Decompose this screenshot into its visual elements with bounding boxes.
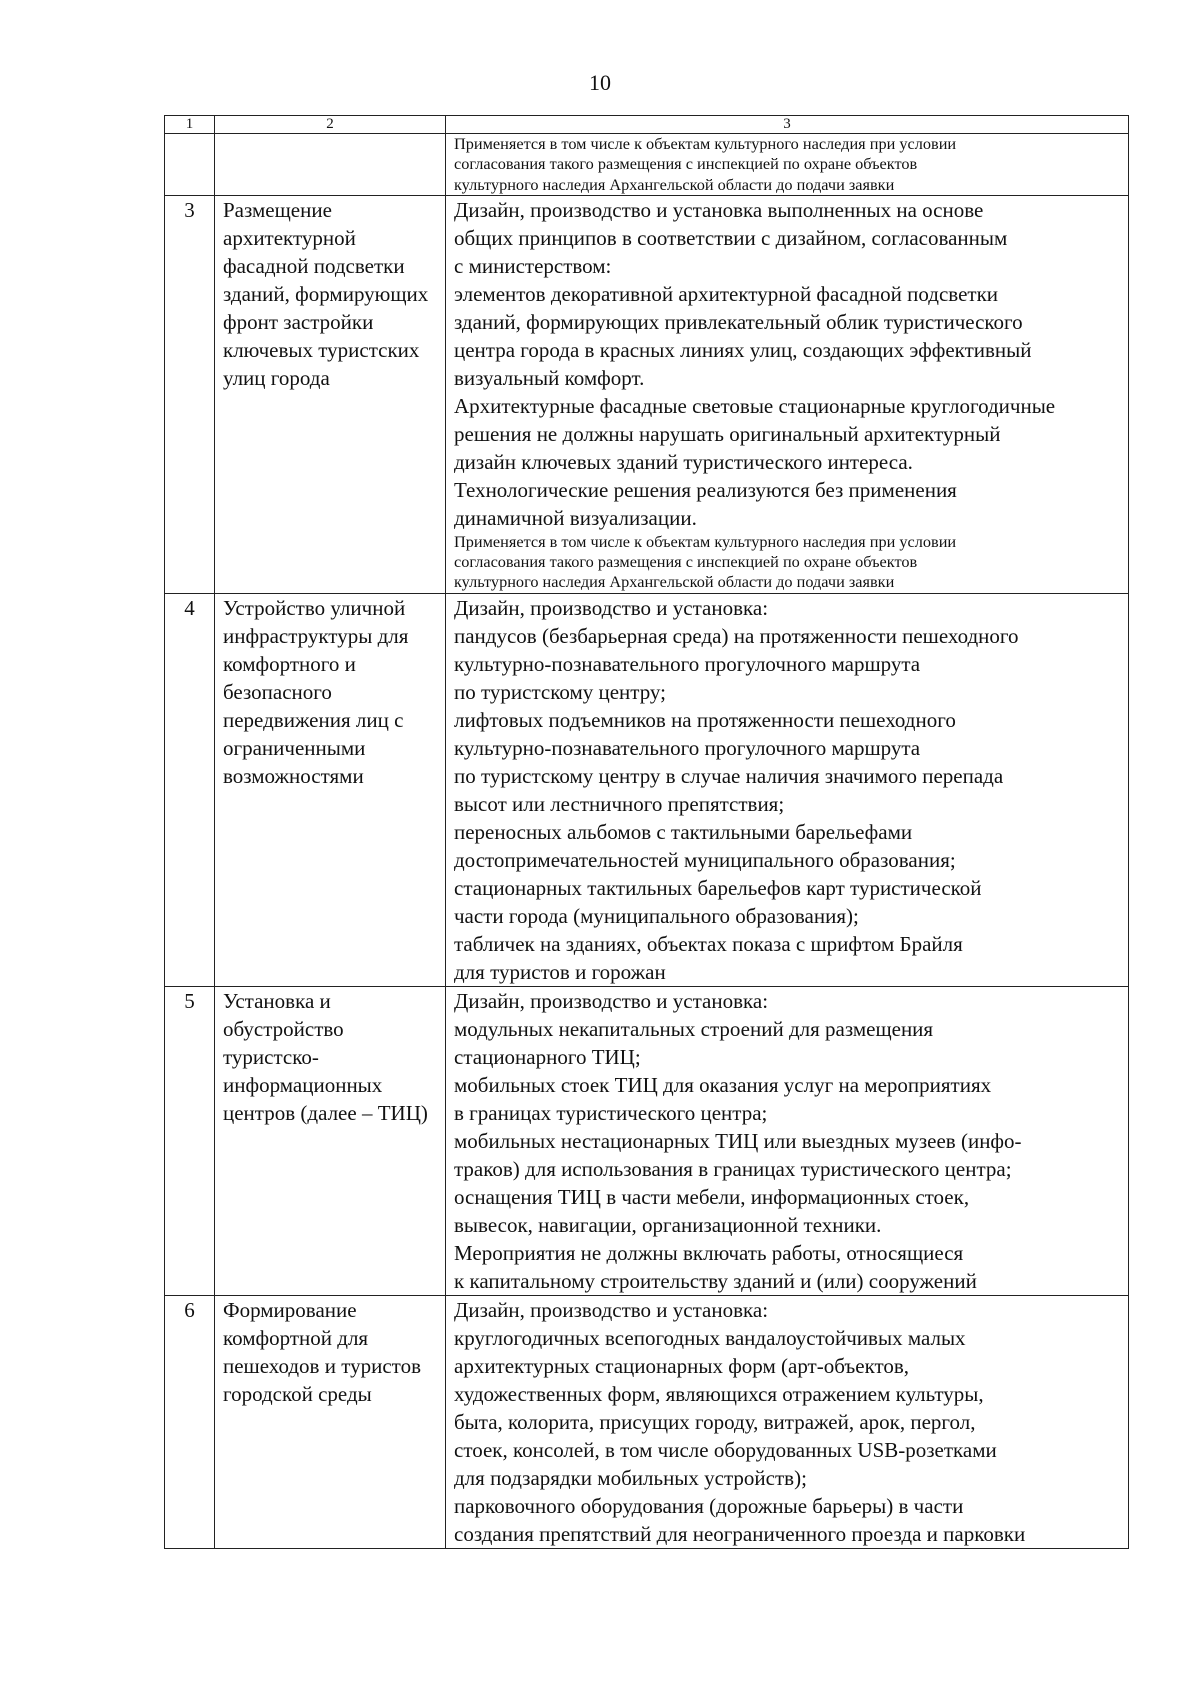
- note-line: согласования такого размещения с инспекцией по охране объектов: [454, 552, 918, 572]
- description-line: визуальный комфорт.: [454, 365, 645, 390]
- description-line: быта, колорита, присущих городу, витражей, арок, пергол,: [454, 1409, 976, 1434]
- measure-name: Устройство уличной инфраструктуры для комфортного и безопасного передвижения лиц с ограниченными возможностями: [215, 593, 446, 986]
- header-cell-2: 2: [215, 116, 446, 134]
- table-row: [165, 134, 1129, 196]
- description-line: переносных альбомов с тактильными барельефами: [454, 819, 913, 844]
- description-line: центра города в красных линиях улиц, создающих эффективный: [454, 337, 1032, 362]
- description-line: Архитектурные фасадные световые стационарные круглогодичные: [454, 393, 1056, 418]
- note-line: Применяется в том числе к объектам культурного наследия при условии: [454, 134, 957, 153]
- description-line: мобильных нестационарных ТИЦ или выездных музеев (инфо-: [454, 1128, 1022, 1153]
- row-number: 3: [165, 195, 215, 593]
- note-line: Применяется в том числе к объектам культурного наследия при условии: [454, 531, 957, 551]
- description-line: создания препятствий для неограниченного проезда и парковки: [454, 1521, 1026, 1546]
- page-number: 10: [589, 70, 611, 95]
- description-line: в границах туристического центра;: [454, 1100, 768, 1125]
- description-line: динамичной визуализации.: [454, 505, 697, 530]
- description-line: культурно-познавательного прогулочного маршрута: [454, 651, 921, 676]
- description-line: художественных форм, являющихся отражением культуры,: [454, 1381, 984, 1406]
- table-row: [165, 1295, 1129, 1548]
- note-line: культурного наследия Архангельской области до подачи заявки: [454, 174, 895, 194]
- measure-description: [446, 986, 1129, 1295]
- description-line: зданий, формирующих привлекательный облик туристического: [454, 309, 1023, 334]
- header-cell-1: 1: [165, 116, 215, 134]
- description-line: Мероприятия не должны включать работы, относящиеся: [454, 1240, 964, 1265]
- table-row: [165, 593, 1129, 986]
- description-line: стоек, консолей, в том числе оборудованных USB-розетками: [454, 1437, 997, 1462]
- header-cell-3: 3: [446, 116, 1129, 134]
- note-line: культурного наследия Архангельской области до подачи заявки: [454, 572, 895, 592]
- table-row: [165, 986, 1129, 1295]
- measure-description: [446, 134, 1129, 196]
- description-line: для подзарядки мобильных устройств);: [454, 1465, 807, 1490]
- table-header-row: [165, 116, 1129, 134]
- description-line: оснащения ТИЦ в части мебели, информационных стоек,: [454, 1184, 970, 1209]
- description-line: по туристскому центру;: [454, 679, 666, 704]
- description-line: с министерством:: [454, 253, 612, 278]
- description-line: высот или лестничного препятствия;: [454, 791, 785, 816]
- description-line: мобильных стоек ТИЦ для оказания услуг на мероприятиях: [454, 1072, 992, 1097]
- note-line: согласования такого размещения с инспекцией по охране объектов: [454, 154, 918, 174]
- description-line: стационарного ТИЦ;: [454, 1044, 641, 1069]
- description-line: пандусов (безбарьерная среда) на протяженности пешеходного: [454, 623, 1019, 648]
- description-line: Дизайн, производство и установка:: [454, 1297, 769, 1322]
- description-line: табличек на зданиях, объектах показа с шрифтом Брайля: [454, 931, 963, 956]
- table-body: [165, 134, 1129, 1549]
- description-line: Дизайн, производство и установка:: [454, 595, 769, 620]
- description-line: общих принципов в соответствии с дизайном, согласованным: [454, 225, 1008, 250]
- description-line: Технологические решения реализуются без применения: [454, 477, 957, 502]
- description-line: траков) для использования в границах туристического центра;: [454, 1156, 1012, 1181]
- description-line: лифтовых подъемников на протяженности пешеходного: [454, 707, 956, 732]
- measure-name: Размещение архитектурной фасадной подсветки зданий, формирующих фронт застройки ключевых туристских улиц города: [215, 195, 446, 593]
- description-line: к капитальному строительству зданий и (или) сооружений: [454, 1268, 977, 1293]
- measure-name: Установка и обустройство туристско-информационных центров (далее – ТИЦ): [215, 986, 446, 1295]
- measure-name: Формирование комфортной для пешеходов и туристов городской среды: [215, 1295, 446, 1548]
- measures-table: [164, 115, 1129, 1549]
- table-row: [165, 195, 1129, 593]
- description-line: дизайн ключевых зданий туристического интереса.: [454, 449, 913, 474]
- description-line: элементов декоративной архитектурной фасадной подсветки: [454, 281, 999, 306]
- description-line: решения не должны нарушать оригинальный архитектурный: [454, 421, 1001, 446]
- description-line: стационарных тактильных барельефов карт туристической: [454, 875, 982, 900]
- description-line: для туристов и горожан: [454, 959, 666, 984]
- description-line: вывесок, навигации, организационной техники.: [454, 1212, 882, 1237]
- description-line: по туристскому центру в случае наличия значимого перепада: [454, 763, 1004, 788]
- measure-description: [446, 1295, 1129, 1548]
- description-line: достопримечательностей муниципального образования;: [454, 847, 956, 872]
- description-line: Дизайн, производство и установка:: [454, 988, 769, 1013]
- row-number: [165, 134, 215, 196]
- description-line: парковочного оборудования (дорожные барьеры) в части: [454, 1493, 964, 1518]
- measure-name: [215, 134, 446, 196]
- description-line: Дизайн, производство и установка выполненных на основе: [454, 197, 984, 222]
- description-line: круглогодичных всепогодных вандалоустойчивых малых: [454, 1325, 966, 1350]
- row-number: 6: [165, 1295, 215, 1548]
- description-line: культурно-познавательного прогулочного маршрута: [454, 735, 921, 760]
- row-number: 5: [165, 986, 215, 1295]
- description-line: модульных некапитальных строений для размещения: [454, 1016, 934, 1041]
- measure-description: [446, 195, 1129, 593]
- row-number: 4: [165, 593, 215, 986]
- description-line: части города (муниципального образования);: [454, 903, 859, 928]
- description-line: архитектурных стационарных форм (арт-объектов,: [454, 1353, 910, 1378]
- measure-description: [446, 593, 1129, 986]
